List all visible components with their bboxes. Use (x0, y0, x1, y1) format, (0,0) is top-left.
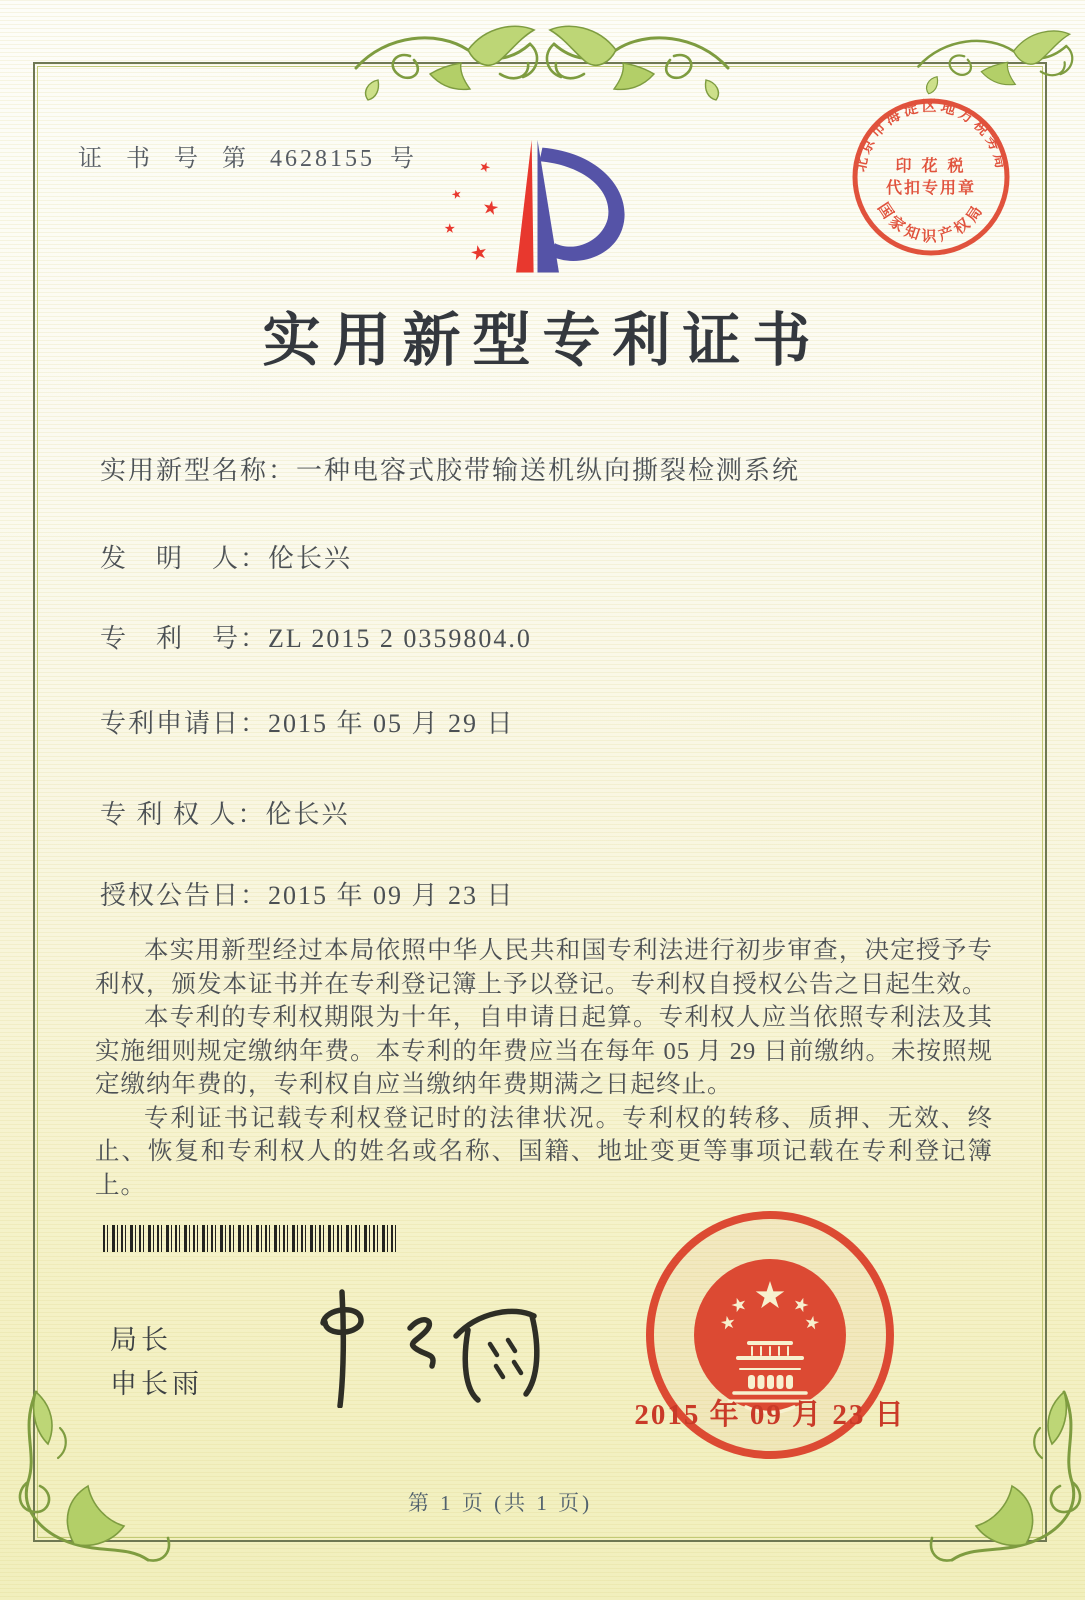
stamp-arc-top-text: 北京市海淀区地方税务局 (852, 99, 1010, 174)
officer-title: 局长 (110, 1325, 172, 1355)
top-center-flourish-icon (352, 18, 732, 110)
field-row-filing-date (100, 703, 515, 740)
field-label: 专 利 权 人： (100, 800, 266, 829)
field-label: 专 利 号： (100, 624, 269, 653)
bottom-left-flourish-icon (6, 1388, 172, 1576)
officer-name: 申长雨 (110, 1369, 203, 1399)
field-value: 伦长兴 (268, 544, 353, 573)
page-footer: 第 1 页 (共 1 页) (407, 1491, 593, 1515)
certificate-title: 实用新型专利证书 (262, 308, 823, 373)
certificate-number-suffix: 号 (390, 146, 423, 172)
field-label: 授权公告日： (100, 881, 269, 910)
barcode (103, 1225, 397, 1252)
field-value: 2015 年 05 月 29 日 (268, 709, 515, 738)
field-row-patent-number (100, 618, 532, 655)
top-right-flourish-icon (915, 24, 1075, 104)
field-label: 发 明 人： (100, 544, 269, 573)
svg-text:国家知识产权局 (874, 199, 988, 245)
tax-stamp-icon (836, 82, 1026, 272)
field-label: 专利申请日： (100, 709, 269, 738)
certificate-number-value: 4628155 (270, 146, 375, 172)
field-row-grant-date (100, 875, 515, 912)
seal-date: 2015 年 09 月 23 日 (634, 1399, 906, 1431)
field-value: ZL 2015 2 0359804.0 (268, 624, 532, 653)
field-value: 一种电容式胶带输送机纵向撕裂检测系统 (296, 456, 801, 485)
certificate-number-prefix: 证 书 号 第 (78, 146, 255, 172)
stamp-arc-bottom-text: 国家知识产权局 (874, 200, 988, 245)
certificate-number (78, 138, 423, 173)
signature-icon (268, 1278, 558, 1408)
legal-text-block (95, 934, 993, 1202)
stamp-center-line2: 代扣专用章 (885, 180, 977, 197)
field-row-utility-model-name (100, 450, 800, 487)
field-row-patentee (100, 794, 350, 831)
stamp-center-line1: 印 花 税 (895, 158, 967, 175)
body-paragraph: 专利证书记载专利权登记时的法律状况。专利权的转移、质押、无效、终止、恢复和专利权人的姓名或名称、国籍、地址变更等事项记载在专利登记簿上。 (95, 1104, 993, 1199)
body-paragraph: 本实用新型经过本局依照中华人民共和国专利法进行初步审查，决定授予专利权，颁发本证书并在专利登记簿上予以登记。专利权自授权公告之日起生效。 (95, 937, 993, 998)
bottom-right-flourish-icon (928, 1388, 1085, 1576)
field-label: 实用新型名称： (100, 456, 297, 485)
field-value: 伦长兴 (265, 800, 350, 829)
cnipa-logo-icon (430, 134, 645, 290)
field-row-inventor (100, 538, 352, 575)
body-paragraph: 本专利的专利权期限为十年，自申请日起算。专利权人应当依照专利法及其实施细则规定缴纳年费。本专利的年费应当在每年 05 月 29 日前缴纳。未按照规定缴纳年费的，专利权自应当缴纳年费期满之日起终止。 (95, 1004, 993, 1098)
field-value: 2015 年 09 月 23 日 (268, 881, 515, 910)
